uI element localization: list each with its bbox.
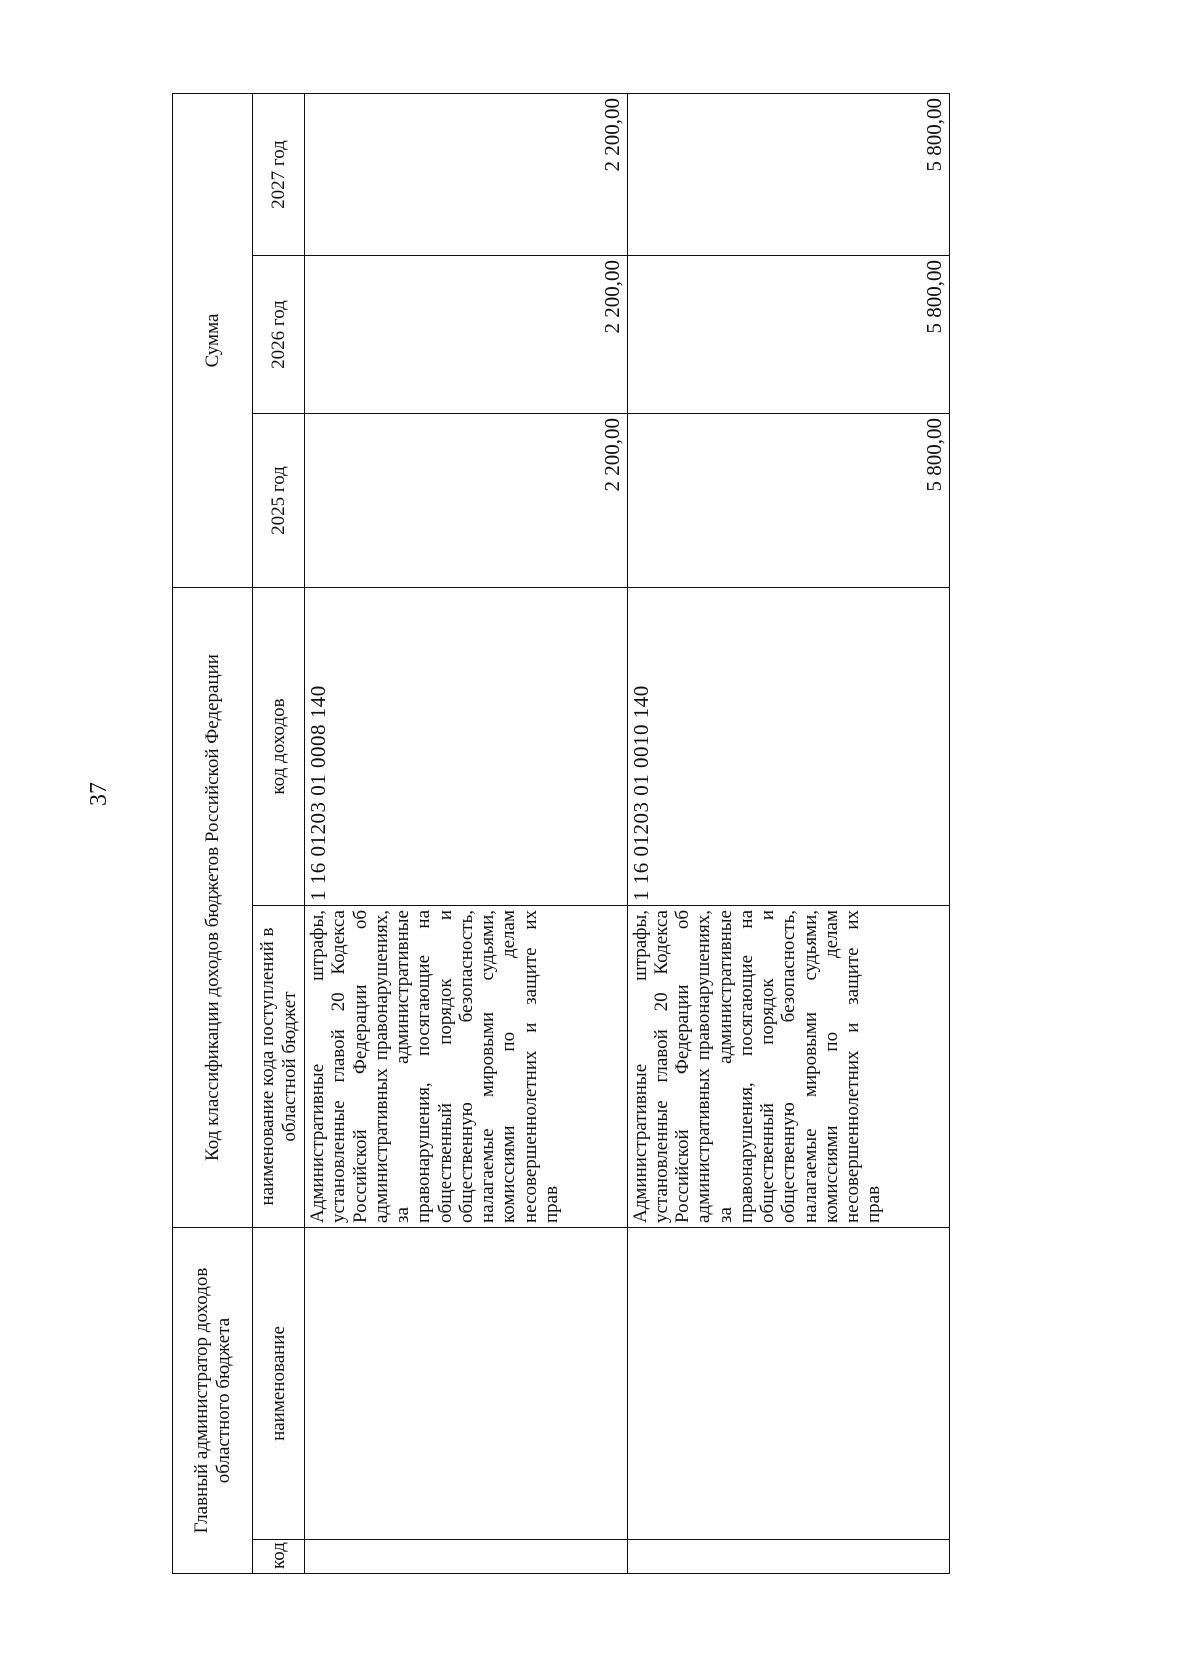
table-row	[627, 94, 950, 1574]
sum-2027-cell: 5 800,00	[627, 94, 950, 256]
admin-code-cell	[305, 1540, 628, 1574]
income-name-header: наименование кода поступлений в областной бюджет	[253, 906, 305, 1228]
year-2026-header: 2026 год	[253, 256, 305, 414]
table-row	[305, 94, 628, 1574]
admin-name-cell	[305, 1228, 628, 1540]
revenue-table	[172, 93, 950, 1574]
income-code-cell: 1 16 01203 01 0010 140	[627, 588, 950, 906]
sum-2025-cell: 2 200,00	[305, 414, 628, 588]
classification-group-header: Код классификации доходов бюджетов Российской Федерации	[173, 588, 253, 1228]
year-2027-header: 2027 год	[253, 94, 305, 256]
sum-group-header: Сумма	[173, 94, 253, 588]
page-number: 37	[86, 782, 112, 806]
admin-code-cell	[627, 1540, 950, 1574]
admin-code-header: код	[253, 1540, 305, 1574]
admin-name-header: наименование	[253, 1228, 305, 1540]
year-2025-header: 2025 год	[253, 414, 305, 588]
sum-2025-cell: 5 800,00	[627, 414, 950, 588]
income-name-cell: Административные штрафы, установленные главой 20 Кодекса Российской Федерации об административных правонарушениях, за административные правонарушения, посягающие на общественный порядок и общественную безопасность, налагаемые мировыми судьями, комиссиями по делам несовершеннолетних и защите их прав	[627, 906, 950, 1228]
sum-2026-cell: 5 800,00	[627, 256, 950, 414]
income-code-cell: 1 16 01203 01 0008 140	[305, 588, 628, 906]
rotated-table-container	[172, 94, 950, 1574]
admin-name-cell	[627, 1228, 950, 1540]
income-name-cell: Административные штрафы, установленные главой 20 Кодекса Российской Федерации об административных правонарушениях, за административные правонарушения, посягающие на общественный порядок и общественную безопасность, налагаемые мировыми судьями, комиссиями по делам несовершеннолетних и защите их прав	[305, 906, 628, 1228]
sum-2026-cell: 2 200,00	[305, 256, 628, 414]
admin-group-header: Главный администратор доходов областного бюджета	[173, 1228, 253, 1574]
income-code-header: код доходов	[253, 588, 305, 906]
sum-2027-cell: 2 200,00	[305, 94, 628, 256]
